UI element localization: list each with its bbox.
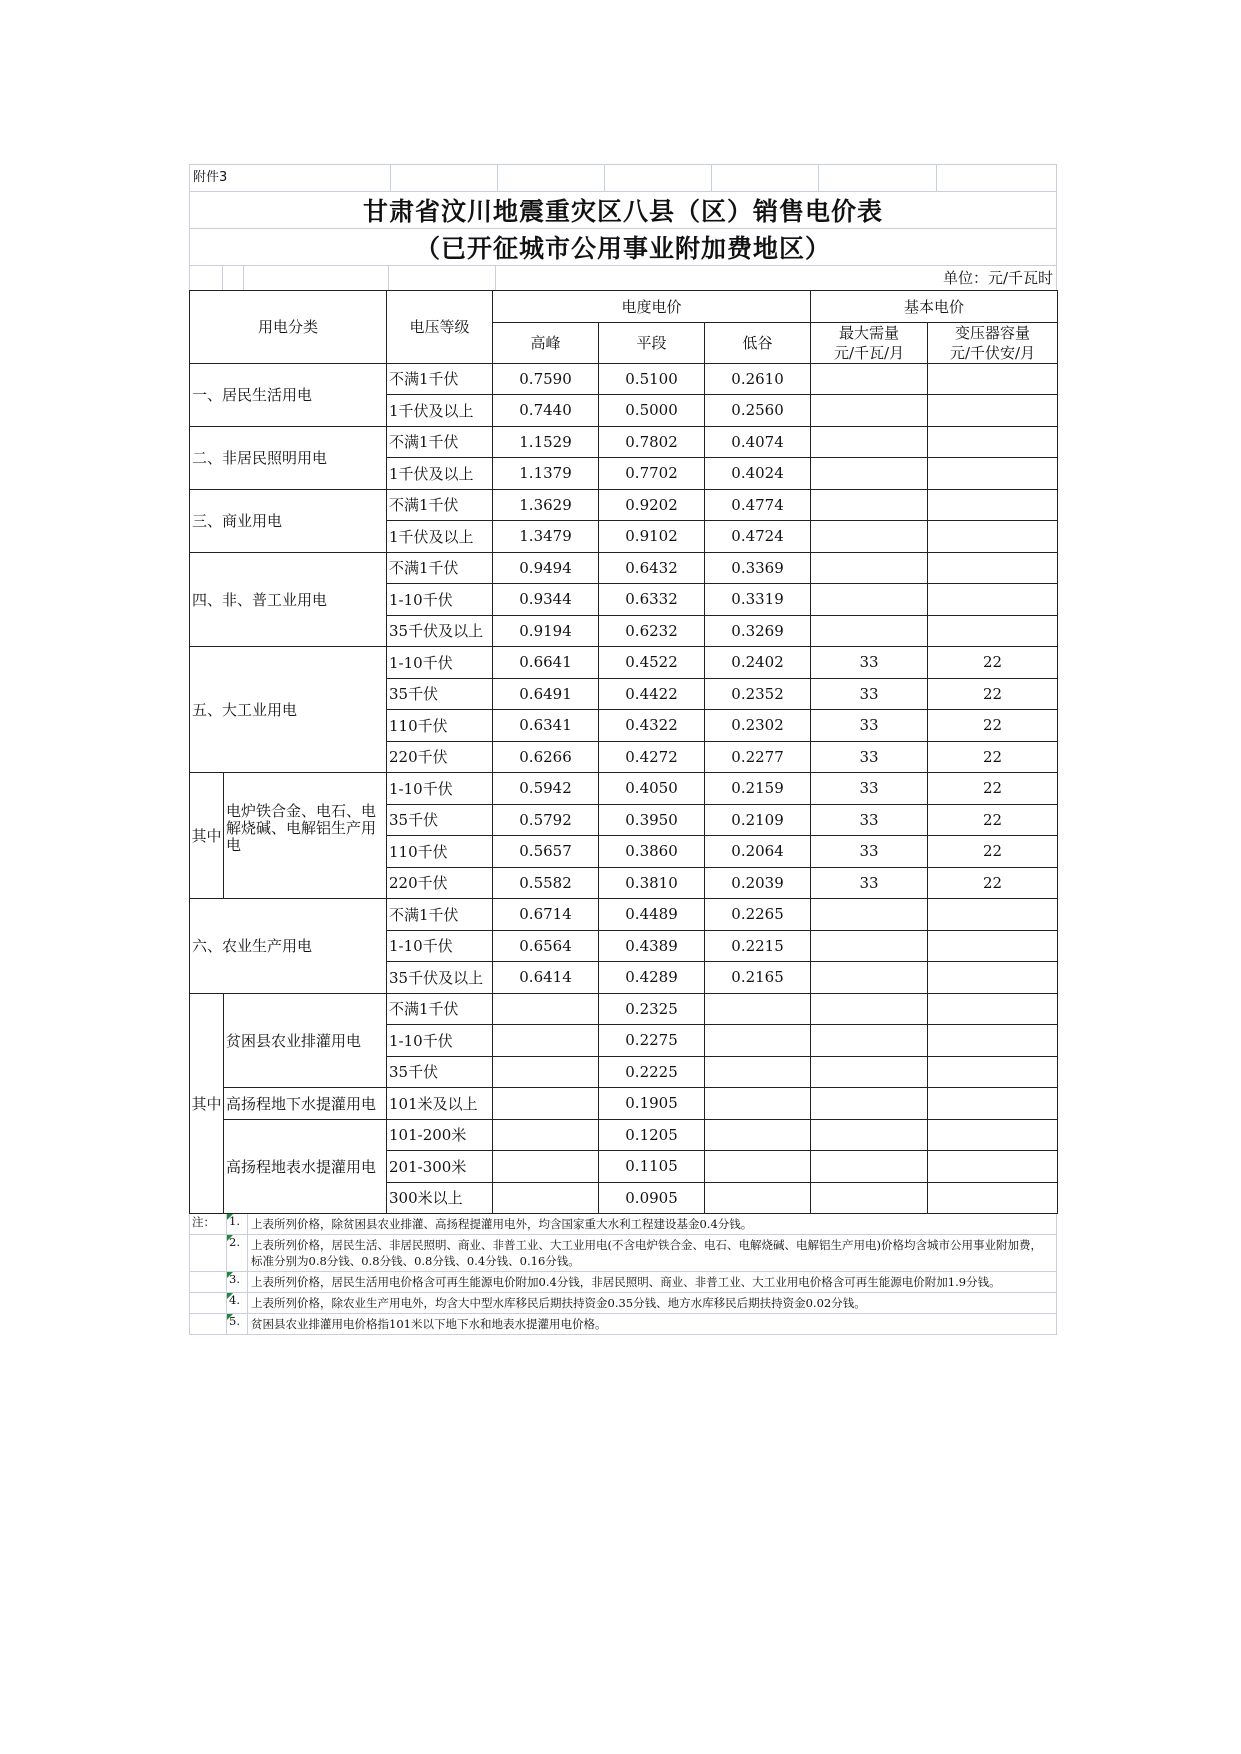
voltage-cell: 110千伏 bbox=[387, 836, 493, 868]
table-row bbox=[190, 363, 1058, 395]
valley-price-cell: 0.2039 bbox=[705, 867, 811, 899]
flat-price-cell: 0.4489 bbox=[599, 899, 705, 931]
flat-price-cell: 0.4522 bbox=[599, 647, 705, 679]
transformer-capacity-cell: 22 bbox=[928, 836, 1058, 868]
valley-price-cell bbox=[705, 1025, 811, 1057]
peak-price-cell: 1.3629 bbox=[493, 489, 599, 521]
valley-price-cell: 0.2215 bbox=[705, 930, 811, 962]
max-demand-cell bbox=[811, 584, 928, 616]
valley-price-cell: 0.3269 bbox=[705, 615, 811, 647]
transformer-capacity-cell bbox=[928, 1056, 1058, 1088]
valley-price-cell: 0.4774 bbox=[705, 489, 811, 521]
voltage-cell: 35千伏及以上 bbox=[387, 615, 493, 647]
table-row bbox=[190, 426, 1058, 458]
transformer-capacity-cell bbox=[928, 395, 1058, 427]
transformer-capacity-cell bbox=[928, 993, 1058, 1025]
flat-price-cell: 0.1105 bbox=[599, 1151, 705, 1183]
valley-price-cell bbox=[705, 1182, 811, 1214]
transformer-capacity-cell bbox=[928, 1151, 1058, 1183]
peak-price-cell: 0.6414 bbox=[493, 962, 599, 994]
voltage-cell: 110千伏 bbox=[387, 710, 493, 742]
voltage-cell: 1-10千伏 bbox=[387, 773, 493, 805]
transformer-capacity-cell bbox=[928, 363, 1058, 395]
header-base-price: 基本电价 bbox=[811, 291, 1058, 323]
note-row bbox=[189, 1235, 1057, 1272]
transformer-capacity-cell: 22 bbox=[928, 773, 1058, 805]
flat-price-cell: 0.6432 bbox=[599, 552, 705, 584]
max-demand-cell bbox=[811, 962, 928, 994]
peak-price-cell: 0.7590 bbox=[493, 363, 599, 395]
notes-label-spacer bbox=[190, 1272, 226, 1292]
transformer-capacity-cell: 22 bbox=[928, 741, 1058, 773]
flat-price-cell: 0.4050 bbox=[599, 773, 705, 805]
transformer-capacity-cell bbox=[928, 458, 1058, 490]
unit-label: 单位：元/千瓦时 bbox=[942, 269, 1053, 287]
note-text: 上表所列价格，居民生活、非居民照明、商业、非普工业、大工业用电(不含电炉铁合金、电石、电解烧碱、电解铝生产用电)价格均含城市公用事业附加费，标准分别为0.8分钱、0.8分钱、0.8分钱、0.4分钱、0.16分钱。 bbox=[251, 1238, 1042, 1268]
note-number-text: 4. bbox=[229, 1293, 240, 1307]
header-max-demand bbox=[811, 322, 928, 363]
voltage-cell: 220千伏 bbox=[387, 867, 493, 899]
peak-price-cell: 1.1379 bbox=[493, 458, 599, 490]
peak-price-cell bbox=[493, 1119, 599, 1151]
max-demand-cell bbox=[811, 489, 928, 521]
valley-price-cell bbox=[705, 1151, 811, 1183]
header-energy-price: 电度电价 bbox=[493, 291, 811, 323]
peak-price-cell: 0.9344 bbox=[493, 584, 599, 616]
flat-price-cell: 0.4289 bbox=[599, 962, 705, 994]
max-demand-cell bbox=[811, 1056, 928, 1088]
notes-label-spacer bbox=[190, 1293, 226, 1313]
valley-price-cell bbox=[705, 1088, 811, 1120]
flat-price-cell: 0.3860 bbox=[599, 836, 705, 868]
notes-label: 注： bbox=[192, 1215, 215, 1229]
valley-price-cell: 0.2302 bbox=[705, 710, 811, 742]
transformer-capacity-cell bbox=[928, 1119, 1058, 1151]
voltage-cell: 1-10千伏 bbox=[387, 1025, 493, 1057]
transformer-capacity-cell bbox=[928, 489, 1058, 521]
voltage-cell: 35千伏及以上 bbox=[387, 962, 493, 994]
note-row bbox=[189, 1314, 1057, 1335]
flat-price-cell: 0.7702 bbox=[599, 458, 705, 490]
table-row bbox=[190, 1119, 1058, 1151]
category-label: 一、居民生活用电 bbox=[190, 363, 387, 426]
flat-price-cell: 0.3950 bbox=[599, 804, 705, 836]
note-row bbox=[189, 1214, 1057, 1235]
valley-price-cell: 0.2109 bbox=[705, 804, 811, 836]
category-label: 五、大工业用电 bbox=[190, 647, 387, 773]
note-text: 上表所列价格，除农业生产用电外，均含大中型水库移民后期扶持资金0.35分钱、地方水库移民后期扶持资金0.02分钱。 bbox=[251, 1296, 866, 1310]
max-demand-cell bbox=[811, 899, 928, 931]
peak-price-cell bbox=[493, 1182, 599, 1214]
peak-price-cell: 0.6341 bbox=[493, 710, 599, 742]
price-table bbox=[189, 290, 1058, 1214]
voltage-cell: 不满1千伏 bbox=[387, 489, 493, 521]
note-text: 上表所列价格，除贫困县农业排灌、高扬程提灌用电外，均含国家重大水利工程建设基金0.4分钱。 bbox=[251, 1217, 753, 1231]
valley-price-cell: 0.2352 bbox=[705, 678, 811, 710]
note-number bbox=[226, 1272, 248, 1292]
transformer-capacity-cell bbox=[928, 1025, 1058, 1057]
valley-price-cell: 0.2064 bbox=[705, 836, 811, 868]
note-row bbox=[189, 1293, 1057, 1314]
flat-price-cell: 0.7802 bbox=[599, 426, 705, 458]
table-row bbox=[190, 899, 1058, 931]
subgroup-label: 电炉铁合金、电石、电解烧碱、电解铝生产用电 bbox=[224, 773, 387, 899]
flat-price-cell: 0.2325 bbox=[599, 993, 705, 1025]
peak-price-cell bbox=[493, 993, 599, 1025]
transformer-capacity-cell: 22 bbox=[928, 804, 1058, 836]
peak-price-cell: 0.7440 bbox=[493, 395, 599, 427]
cell-marker-icon bbox=[227, 1314, 233, 1320]
max-demand-cell: 33 bbox=[811, 867, 928, 899]
page-title: 甘肃省汶川地震重灾区八县（区）销售电价表 bbox=[189, 191, 1057, 228]
voltage-cell: 不满1千伏 bbox=[387, 426, 493, 458]
flat-price-cell: 0.4272 bbox=[599, 741, 705, 773]
cell-marker-icon bbox=[227, 1214, 233, 1220]
max-demand-cell bbox=[811, 1182, 928, 1214]
peak-price-cell bbox=[493, 1025, 599, 1057]
note-number-text: 1. bbox=[229, 1214, 240, 1228]
unit-row bbox=[189, 265, 1057, 290]
note-number-text: 5. bbox=[229, 1314, 240, 1328]
max-demand-cell: 33 bbox=[811, 804, 928, 836]
voltage-cell: 101-200米 bbox=[387, 1119, 493, 1151]
peak-price-cell bbox=[493, 1151, 599, 1183]
valley-price-cell: 0.2560 bbox=[705, 395, 811, 427]
notes-label-spacer bbox=[190, 1235, 226, 1271]
peak-price-cell: 0.5657 bbox=[493, 836, 599, 868]
irrigation-label: 贫困县农业排灌用电 bbox=[224, 993, 387, 1088]
voltage-cell: 101米及以上 bbox=[387, 1088, 493, 1120]
valley-price-cell: 0.2165 bbox=[705, 962, 811, 994]
header-peak: 高峰 bbox=[493, 322, 599, 363]
valley-price-cell: 0.3319 bbox=[705, 584, 811, 616]
peak-price-cell: 0.9494 bbox=[493, 552, 599, 584]
cell-marker-icon bbox=[227, 1235, 233, 1241]
flat-price-cell: 0.0905 bbox=[599, 1182, 705, 1214]
max-demand-cell: 33 bbox=[811, 710, 928, 742]
valley-price-cell: 0.4074 bbox=[705, 426, 811, 458]
voltage-cell: 1千伏及以上 bbox=[387, 458, 493, 490]
peak-price-cell: 0.5942 bbox=[493, 773, 599, 805]
transformer-capacity-cell bbox=[928, 521, 1058, 553]
page-subtitle: （已开征城市公用事业附加费地区） bbox=[189, 228, 1057, 265]
header-voltage: 电压等级 bbox=[387, 291, 493, 364]
attachment-label: 附件3 bbox=[190, 165, 391, 191]
flat-price-cell: 0.4389 bbox=[599, 930, 705, 962]
table-row bbox=[190, 1088, 1058, 1120]
max-demand-cell bbox=[811, 930, 928, 962]
transformer-label: 变压器容量 bbox=[955, 323, 1031, 342]
valley-price-cell: 0.4024 bbox=[705, 458, 811, 490]
max-demand-cell bbox=[811, 395, 928, 427]
transformer-capacity-cell bbox=[928, 962, 1058, 994]
category-label: 三、商业用电 bbox=[190, 489, 387, 552]
flat-price-cell: 0.5000 bbox=[599, 395, 705, 427]
flat-price-cell: 0.2225 bbox=[599, 1056, 705, 1088]
valley-price-cell bbox=[705, 993, 811, 1025]
transformer-capacity-cell bbox=[928, 1088, 1058, 1120]
peak-price-cell bbox=[493, 1056, 599, 1088]
peak-price-cell: 0.6491 bbox=[493, 678, 599, 710]
max-demand-cell: 33 bbox=[811, 773, 928, 805]
peak-price-cell: 0.6641 bbox=[493, 647, 599, 679]
max-demand-cell: 33 bbox=[811, 647, 928, 679]
header-category: 用电分类 bbox=[190, 291, 387, 364]
max-demand-label: 最大需量 bbox=[839, 323, 900, 342]
transformer-capacity-cell bbox=[928, 552, 1058, 584]
max-demand-cell bbox=[811, 521, 928, 553]
max-demand-cell bbox=[811, 1088, 928, 1120]
peak-price-cell: 0.6714 bbox=[493, 899, 599, 931]
max-demand-cell: 33 bbox=[811, 836, 928, 868]
valley-price-cell: 0.2265 bbox=[705, 899, 811, 931]
transformer-unit: 元/千伏安/月 bbox=[950, 343, 1036, 362]
irrigation-label: 高扬程地表水提灌用电 bbox=[224, 1119, 387, 1214]
flat-price-cell: 0.4422 bbox=[599, 678, 705, 710]
voltage-cell: 1-10千伏 bbox=[387, 647, 493, 679]
voltage-cell: 1-10千伏 bbox=[387, 930, 493, 962]
table-row bbox=[190, 773, 1058, 805]
header-transformer bbox=[928, 322, 1058, 363]
note-number bbox=[226, 1214, 248, 1234]
valley-price-cell: 0.2159 bbox=[705, 773, 811, 805]
note-text: 贫困县农业排灌用电价格指101米以下地下水和地表水提灌用电价格。 bbox=[251, 1317, 607, 1331]
flat-price-cell: 0.9202 bbox=[599, 489, 705, 521]
peak-price-cell: 0.6266 bbox=[493, 741, 599, 773]
note-text: 上表所列价格，居民生活用电价格含可再生能源电价附加0.4分钱，非居民照明、商业、非普工业、大工业用电价格含可再生能源电价附加1.9分钱。 bbox=[251, 1275, 1001, 1289]
max-demand-unit: 元/千瓦/月 bbox=[833, 343, 905, 362]
max-demand-cell: 33 bbox=[811, 741, 928, 773]
note-number-text: 3. bbox=[229, 1272, 240, 1286]
max-demand-cell bbox=[811, 426, 928, 458]
voltage-cell: 201-300米 bbox=[387, 1151, 493, 1183]
voltage-cell: 1-10千伏 bbox=[387, 584, 493, 616]
irrigation-qizhong: 其中 bbox=[190, 993, 224, 1214]
max-demand-cell bbox=[811, 1151, 928, 1183]
flat-price-cell: 0.6232 bbox=[599, 615, 705, 647]
valley-price-cell: 0.4724 bbox=[705, 521, 811, 553]
voltage-cell: 300米以上 bbox=[387, 1182, 493, 1214]
flat-price-cell: 0.1905 bbox=[599, 1088, 705, 1120]
price-sheet bbox=[189, 164, 1057, 1335]
voltage-cell: 不满1千伏 bbox=[387, 363, 493, 395]
note-row bbox=[189, 1272, 1057, 1293]
valley-price-cell: 0.2610 bbox=[705, 363, 811, 395]
transformer-capacity-cell bbox=[928, 426, 1058, 458]
peak-price-cell: 1.1529 bbox=[493, 426, 599, 458]
table-row bbox=[190, 489, 1058, 521]
peak-price-cell: 0.9194 bbox=[493, 615, 599, 647]
note-number bbox=[226, 1314, 248, 1334]
max-demand-cell bbox=[811, 458, 928, 490]
max-demand-cell: 33 bbox=[811, 678, 928, 710]
peak-price-cell: 0.5792 bbox=[493, 804, 599, 836]
table-row bbox=[190, 993, 1058, 1025]
note-number bbox=[226, 1235, 248, 1271]
peak-price-cell: 1.3479 bbox=[493, 521, 599, 553]
flat-price-cell: 0.4322 bbox=[599, 710, 705, 742]
max-demand-cell bbox=[811, 552, 928, 584]
flat-price-cell: 0.3810 bbox=[599, 867, 705, 899]
flat-price-cell: 0.6332 bbox=[599, 584, 705, 616]
valley-price-cell: 0.3369 bbox=[705, 552, 811, 584]
category-label: 六、农业生产用电 bbox=[190, 899, 387, 994]
header-valley: 低谷 bbox=[705, 322, 811, 363]
valley-price-cell: 0.2277 bbox=[705, 741, 811, 773]
voltage-cell: 35千伏 bbox=[387, 678, 493, 710]
category-label: 二、非居民照明用电 bbox=[190, 426, 387, 489]
category-label: 四、非、普工业用电 bbox=[190, 552, 387, 647]
transformer-capacity-cell: 22 bbox=[928, 647, 1058, 679]
max-demand-cell bbox=[811, 363, 928, 395]
table-row bbox=[190, 647, 1058, 679]
header-flat: 平段 bbox=[599, 322, 705, 363]
voltage-cell: 35千伏 bbox=[387, 1056, 493, 1088]
flat-price-cell: 0.2275 bbox=[599, 1025, 705, 1057]
flat-price-cell: 0.9102 bbox=[599, 521, 705, 553]
valley-price-cell bbox=[705, 1119, 811, 1151]
transformer-capacity-cell bbox=[928, 615, 1058, 647]
voltage-cell: 35千伏 bbox=[387, 804, 493, 836]
max-demand-cell bbox=[811, 993, 928, 1025]
transformer-capacity-cell bbox=[928, 930, 1058, 962]
note-number bbox=[226, 1293, 248, 1313]
peak-price-cell: 0.5582 bbox=[493, 867, 599, 899]
notes bbox=[189, 1214, 1057, 1335]
attachment-row bbox=[189, 164, 1057, 191]
transformer-capacity-cell: 22 bbox=[928, 710, 1058, 742]
voltage-cell: 220千伏 bbox=[387, 741, 493, 773]
flat-price-cell: 0.5100 bbox=[599, 363, 705, 395]
voltage-cell: 1千伏及以上 bbox=[387, 521, 493, 553]
transformer-capacity-cell: 22 bbox=[928, 867, 1058, 899]
cell-marker-icon bbox=[227, 1272, 233, 1278]
transformer-capacity-cell bbox=[928, 899, 1058, 931]
irrigation-label: 高扬程地下水提灌用电 bbox=[224, 1088, 387, 1120]
transformer-capacity-cell bbox=[928, 584, 1058, 616]
voltage-cell: 不满1千伏 bbox=[387, 993, 493, 1025]
max-demand-cell bbox=[811, 1025, 928, 1057]
valley-price-cell: 0.2402 bbox=[705, 647, 811, 679]
table-row bbox=[190, 552, 1058, 584]
cell-marker-icon bbox=[227, 1293, 233, 1299]
subgroup-qizhong: 其中 bbox=[190, 773, 224, 899]
transformer-capacity-cell bbox=[928, 1182, 1058, 1214]
note-number-text: 2. bbox=[229, 1235, 240, 1249]
valley-price-cell bbox=[705, 1056, 811, 1088]
voltage-cell: 不满1千伏 bbox=[387, 552, 493, 584]
notes-label-spacer bbox=[190, 1314, 226, 1334]
peak-price-cell: 0.6564 bbox=[493, 930, 599, 962]
peak-price-cell bbox=[493, 1088, 599, 1120]
transformer-capacity-cell: 22 bbox=[928, 678, 1058, 710]
voltage-cell: 1千伏及以上 bbox=[387, 395, 493, 427]
max-demand-cell bbox=[811, 615, 928, 647]
voltage-cell: 不满1千伏 bbox=[387, 899, 493, 931]
max-demand-cell bbox=[811, 1119, 928, 1151]
flat-price-cell: 0.1205 bbox=[599, 1119, 705, 1151]
